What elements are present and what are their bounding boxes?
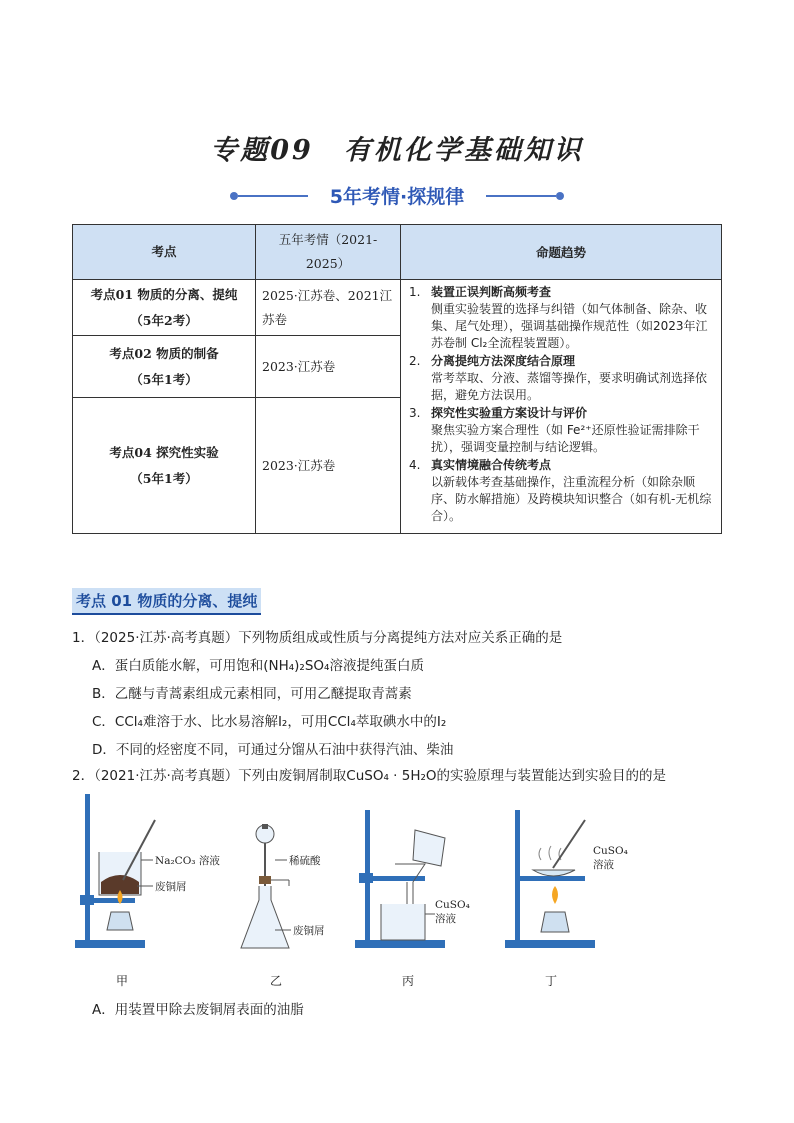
question-1-option-b: B．乙醚与青蒿素组成元素相同，可用乙醚提取青蒿素 bbox=[92, 686, 412, 702]
label-cuso4: CuSO₄ bbox=[435, 899, 470, 911]
table-row-point bbox=[73, 280, 256, 336]
exam-summary-table bbox=[72, 224, 722, 534]
question-1-option-d: D．不同的烃密度不同，可通过分馏从石油中获得汽油、柴油 bbox=[92, 742, 454, 758]
header-trend: 命题趋势 bbox=[401, 225, 722, 280]
label-cuso4: CuSO₄ bbox=[593, 845, 628, 857]
table-row-years: 2023·江苏卷 bbox=[256, 398, 401, 534]
table-row-point bbox=[73, 336, 256, 398]
point-name: 考点02 物质的制备 bbox=[109, 345, 219, 361]
label-na2co3: Na₂CO₃ 溶液 bbox=[155, 855, 220, 867]
apparatus-ding bbox=[495, 790, 645, 960]
table-row-point bbox=[73, 398, 256, 534]
label-copper-scrap: 废铜屑 bbox=[155, 881, 187, 893]
trend-item: 3. 探究性实验重方案设计与评价 聚焦实验方案合理性（如 Fe²⁺还原性验证需排除干扰），强调变量控制与结论逻辑。 bbox=[409, 406, 700, 454]
point-count: （5年1考） bbox=[130, 470, 198, 486]
question-2-option-a: A．用装置甲除去废铜屑表面的油脂 bbox=[92, 1002, 304, 1018]
label-copper-scrap: 废铜屑 bbox=[293, 925, 325, 937]
table-row-years: 2025·江苏卷、2021江苏卷 bbox=[256, 280, 401, 336]
apparatus-yi bbox=[235, 790, 345, 960]
header-point: 考点 bbox=[73, 225, 256, 280]
question-1-stem: 1．（2025·江苏·高考真题）下列物质组成或性质与分离提纯方法对应关系正确的是 bbox=[72, 630, 563, 646]
point-count: （5年2考） bbox=[130, 312, 198, 328]
point-name: 考点04 探究性实验 bbox=[109, 444, 219, 460]
page-title: 专题09 有机化学基础知识 bbox=[210, 135, 584, 166]
header-years: 五年考情（2021-2025） bbox=[256, 225, 401, 280]
label-dilute-acid: 稀硫酸 bbox=[289, 855, 321, 867]
question-1-option-c: C．CCl₄难溶于水、比水易溶解I₂，可用CCl₄萃取碘水中的I₂ bbox=[92, 714, 447, 730]
banner-text: 5年考情·探规律 bbox=[329, 186, 465, 208]
point-name: 考点01 物质的分离、提纯 bbox=[90, 286, 238, 302]
section-banner bbox=[230, 182, 564, 210]
label-solution: 溶液 bbox=[593, 859, 614, 871]
question-1-option-a: A．蛋白质能水解，可用饱和(NH₄)₂SO₄溶液提纯蛋白质 bbox=[92, 658, 424, 674]
label-solution: 溶液 bbox=[435, 913, 456, 925]
trend-item: 1. 装置正误判断高频考查 侧重实验装置的选择与纠错（如气体制备、除杂、收集、尾气处理），强调基础操作规范性（如2023年江苏卷制 Cl₂全流程装置题）。 bbox=[409, 285, 708, 350]
table-row-years: 2023·江苏卷 bbox=[256, 336, 401, 398]
caption-ding: 丁 bbox=[545, 974, 558, 988]
point-count: （5年1考） bbox=[130, 371, 198, 387]
trend-cell bbox=[401, 280, 722, 534]
section-heading: 考点 01 物质的分离、提纯 bbox=[72, 588, 261, 615]
trend-item: 4. 真实情境融合传统考点 以新载体考查基础操作，注重流程分析（如除杂顺序、防水解措施）及跨模块知识整合（如有机-无机综合）。 bbox=[409, 458, 712, 523]
caption-yi: 乙 bbox=[270, 974, 283, 988]
trend-item: 2. 分离提纯方法深度结合原理 常考萃取、分液、蒸馏等操作，要求明确试剂选择依据，避免方法误用。 bbox=[409, 354, 708, 402]
caption-jia: 甲 bbox=[116, 974, 129, 988]
caption-bing: 丙 bbox=[402, 974, 415, 988]
apparatus-bing bbox=[345, 790, 485, 960]
question-2-stem: 2．（2021·江苏·高考真题）下列由废铜屑制取CuSO₄ · 5H₂O的实验原理与装置能达到实验目的的是 bbox=[72, 768, 667, 784]
apparatus-jia bbox=[75, 790, 245, 960]
